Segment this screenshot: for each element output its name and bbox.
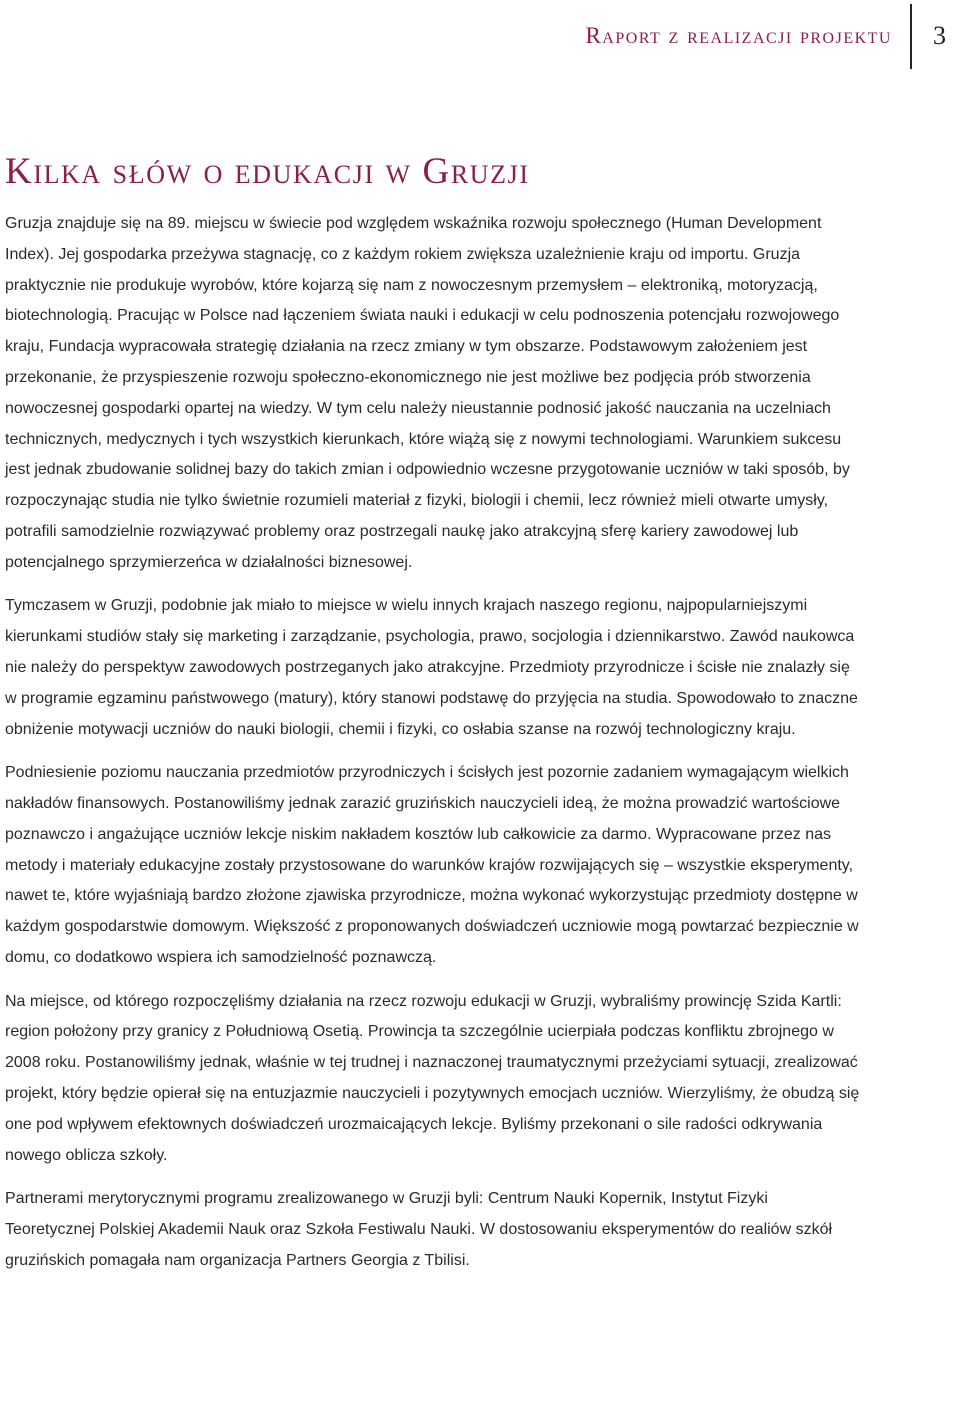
page-number: 3 bbox=[933, 21, 946, 50]
body-text bbox=[5, 209, 860, 1276]
paragraph-study-trends: Tymczasem w Gruzji, podobnie jak miało to miejsce w wielu innych krajach naszego regionu, najpopularniejszymi kierunkami studiów stały się marketing i zarządzanie, psychologia, prawo, socjologia i dziennikarstwo. Zawód naukowca nie należy do perspektyw zawodowych postrzeganych jako atrakcyjne. Przedmioty przyrodnicze i ścisłe nie znalazły się w programie egzaminu państwowego (matury), który stanowi podstawę do przyjęcia na studia. Spowodowało to znaczne obniżenie motywacji uczniów do nauki biologii, chemii i fizyki, co osłabia szanse na rozwój technologiczny kraju. bbox=[5, 597, 858, 738]
paragraph-shida-kartli: Na miejsce, od którego rozpoczęliśmy działania na rzecz rozwoju edukacji w Gruzji, wybraliśmy prowincję Szida Kartli: region położony przy granicy z Południową Osetią. Prowincja ta szczególnie ucierpiała podczas konfliktu zbrojnego w 2008 roku. Postanowiliśmy jednak, właśnie w tej trudnej i naznaczonej traumatycznymi przeżyciami sytuacji, zrealizować projekt, który będzie opierał się na entuzjazmie nauczycieli i pozytywnych emocjach uczniów. Wierzyliśmy, że obudzą się one pod wpływem efektownych doświadczeń urozmaicających lekcje. Byliśmy przekonani o sile radości odkrywania nowego oblicza szkoły. bbox=[5, 992, 860, 1164]
page-header bbox=[0, 18, 960, 70]
paragraph-economy: Gruzja znajduje się na 89. miejscu w świecie pod względem wskaźnika rozwoju społecznego (Human Development Index). Jej gospodarka przeżywa stagnację, co z każdym rokiem zwiększa uzależnienie kraju od importu. Gruzja praktycznie nie produkuje wyrobów, które kojarzą się nam z nowoczesnym przemysłem – elektroniką, motoryzacją, biotechnologią. Pracując w Polsce nad łączeniem świata nauki i edukacji w celu podnoszenia potencjału rozwojowego kraju, Fundacja wypracowała strategię działania na rzecz zmiany w tym obszarze. Podstawowym założeniem jest przekonanie, że przyspieszenie rozwoju społeczno-ekonomicznego nie jest możliwe bez podjęcia prób stworzenia nowoczesnej gospodarki opartej na wiedzy. W tym celu należy nieustannie podnosić jakość nauczania na uczelniach technicznych, medycznych i tych wszystkich kierunkach, które wiążą się z nowymi technologiami. Warunkiem sukcesu jest jednak zbudowanie solidnej bazy do takich zmian i odpowiednio wczesne przygotowanie uczniów w taki sposób, by rozpoczynając studia nie tylko świetnie rozumieli materiał z fizyki, biologii i chemii, lecz również mieli otwarte umysły, potrafili samodzielnie rozwiązywać problemy oraz postrzegali naukę jako atrakcyjną sferę kariery zawodowej lub potencjalnego sprzymierzeńca w działalności biznesowej. bbox=[5, 215, 850, 571]
header-divider bbox=[910, 4, 912, 69]
paragraph-low-cost-teaching: Podniesienie poziomu nauczania przedmiotów przyrodniczych i ścisłych jest pozornie zadaniem wymagającym wielkich nakładów finansowych. Postanowiliśmy jednak zarazić gruzińskich nauczycieli ideą, że można prowadzić wartościowe poznawczo i angażujące uczniów lekcje niskim nakładem kosztów lub całkowicie za darmo. Wypracowane przez nas metody i materiały edukacyjne zostały przystosowane do warunków krajów rozwijających się – wszystkie eksperymenty, nawet te, które wyjaśniają bardzo złożone zjawiska przyrodnicze, można wykonać wykorzystując przedmioty dostępne w każdym gospodarstwie domowym. Większość z proponowanych doświadczeń uczniowie mogą powtarzać bezpiecznie w domu, co dodatkowo wspiera ich samodzielność poznawczą. bbox=[5, 764, 859, 966]
section-title: Kilka słów o edukacji w Gruzji bbox=[5, 151, 530, 192]
running-title: Raport z realizacji projektu bbox=[585, 23, 892, 48]
paragraph-partners: Partnerami merytorycznymi programu zrealizowanego w Gruzji byli: Centrum Nauki Kopernik, Instytut Fizyki Teoretycznej Polskiej Akademii Nauk oraz Szkoła Festiwalu Nauki. W dostosowaniu eksperymentów do realiów szkół gruzińskich pomagała nam organizacja Partners Georgia z Tbilisi. bbox=[5, 1190, 833, 1269]
